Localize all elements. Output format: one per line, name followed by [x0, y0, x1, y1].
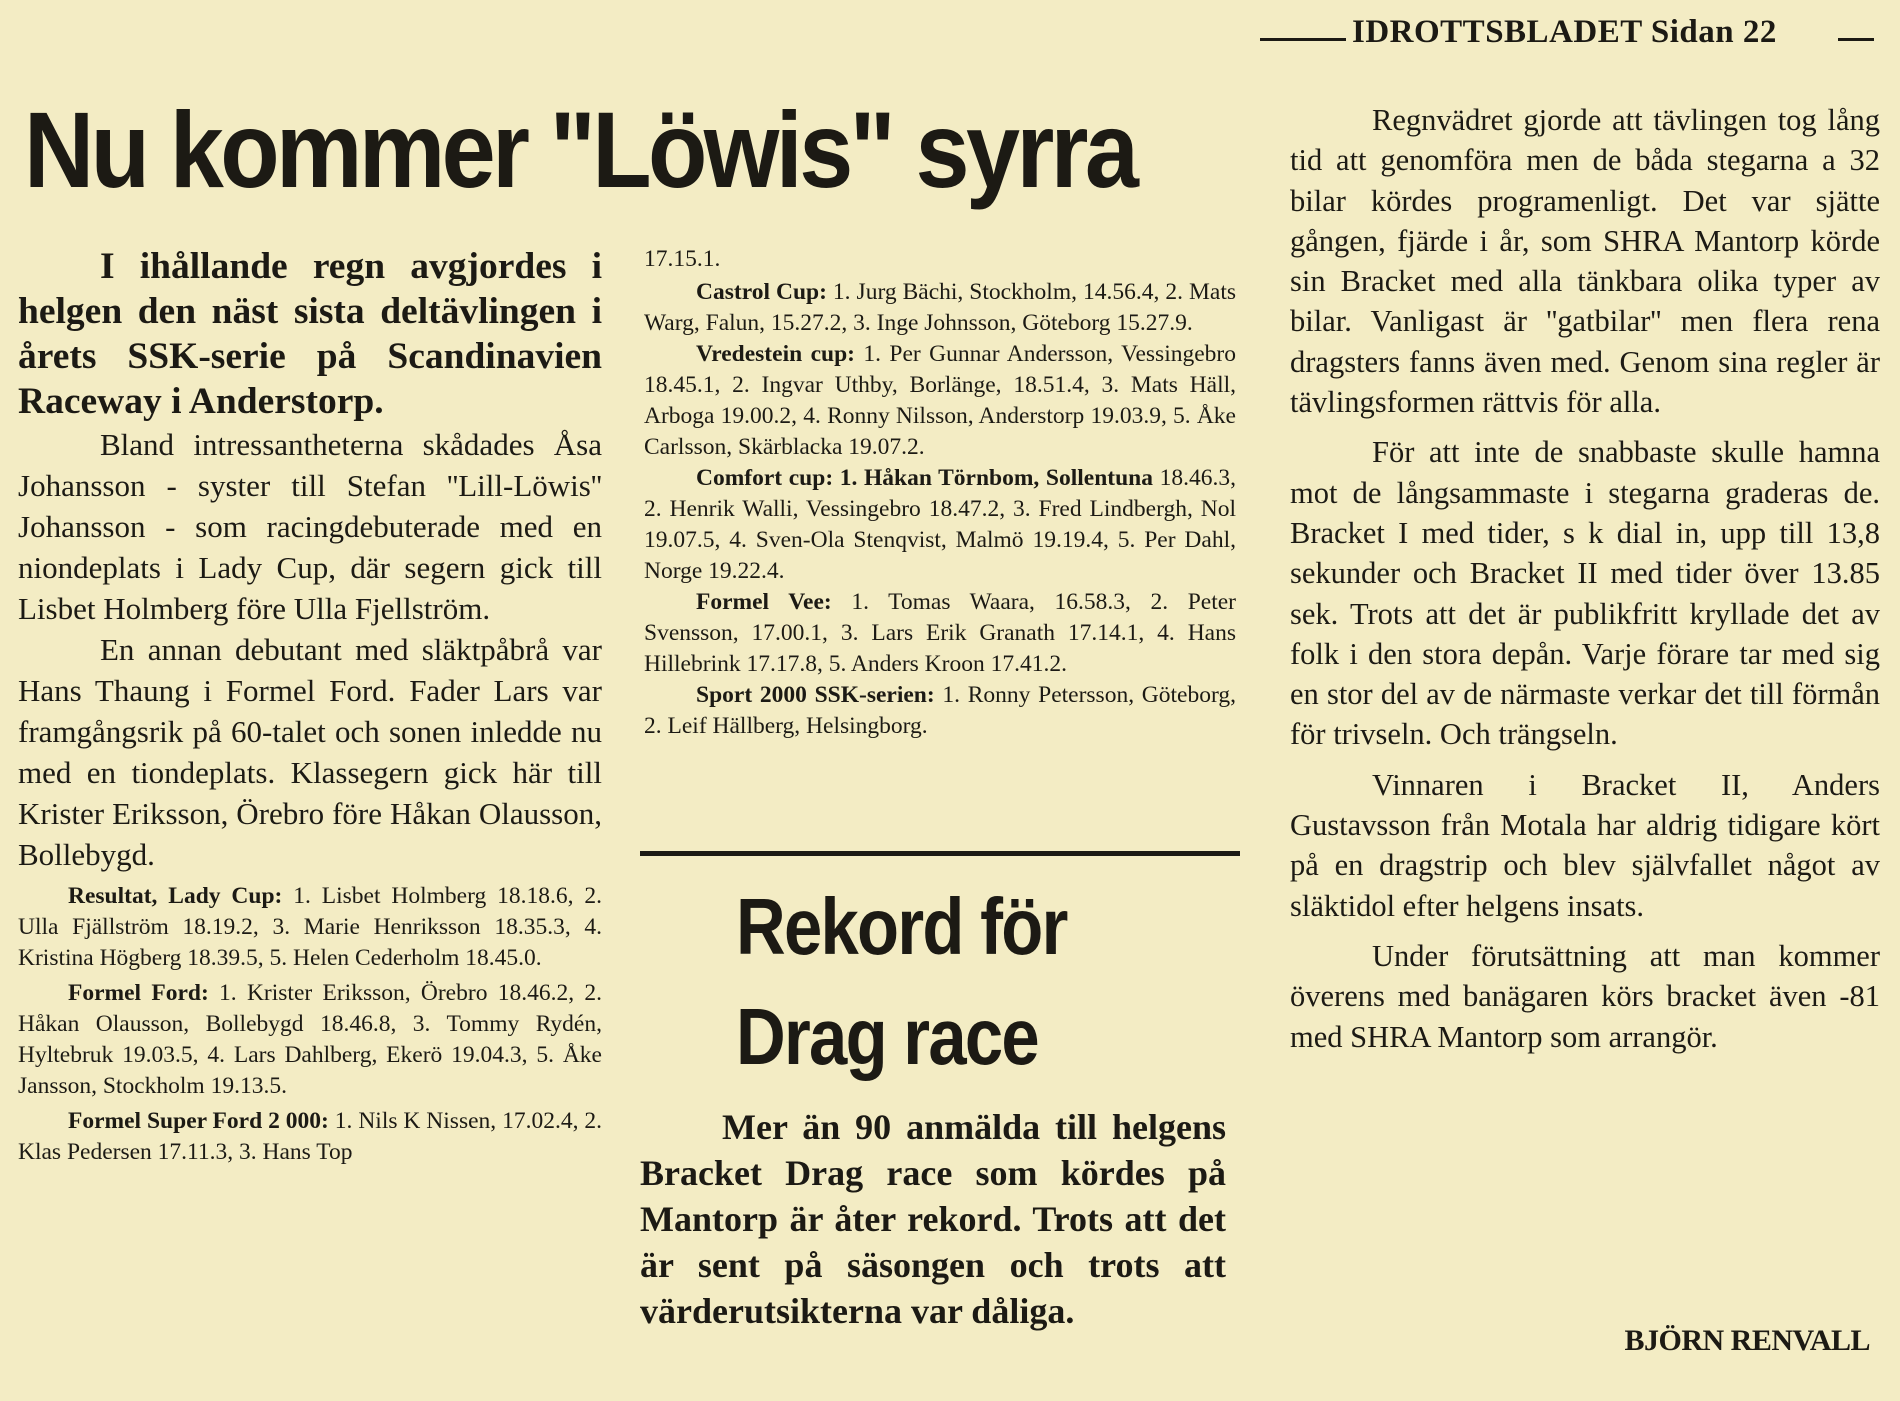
secondary-headline — [736, 872, 1166, 1092]
article2-lead: Mer än 90 anmälda till helgens Bracket Drag race som kördes på Mantorp är åter rekord. Trots att det är sent på säsongen och trots att värderutsikterna var dåliga. — [640, 1107, 1226, 1331]
masthead-label: IDROTTSBLADET Sidan 22 — [1352, 14, 1777, 50]
article2-paragraph: Vinnaren i Bracket II, Anders Gustavsson från Motala har aldrig tidigare kört på en dragstrip och blev självfallet något av släktidol efter helgens insats. — [1290, 767, 1880, 923]
result-castrol-cup: Castrol Cup: 1. Jurg Bächi, Stockholm, 14.56.4, 2. Mats Warg, Falun, 15.27.2, 3. Inge Johnsson, Göteborg 15.27.9. — [644, 279, 1236, 336]
article1-paragraph: En annan debutant med släktpåbrå var Hans Thaung i Formel Ford. Fader Lars var framgångsrik på 60-talet och sonen inledde nu med en tiondeplats. Klassegern gick här till Krister Eriksson, Örebro före Håkan Olausson, Bollebygd. — [18, 632, 602, 872]
masthead-rule-right — [1838, 38, 1874, 41]
article2-column — [1290, 100, 1880, 1057]
result-lady-cup: Resultat, Lady Cup: 1. Lisbet Holmberg 18.18.6, 2. Ulla Fjällström 18.19.2, 3. Marie Henriksson 18.35.3, 4. Kristina Högberg 18.39.5, 5. Helen Cederholm 18.45.0. — [18, 883, 602, 971]
main-headline: Nu kommer "Löwis" syrra — [24, 89, 1136, 210]
result-continued: 17.15.1. — [644, 246, 721, 272]
secondary-headline-line1: Rekord för — [736, 882, 1067, 971]
result-vredestein-cup: Vredestein cup: 1. Per Gunnar Andersson, Vessingebro 18.45.1, 2. Ingvar Uthby, Borlänge, 18.51.4, 3. Mats Häll, Arboga 19.00.2, 4. Ronny Nilsson, Anderstorp 19.03.9, 5. Åke Carlsson, Skärblacka 19.07.2. — [644, 341, 1236, 460]
article-divider — [640, 851, 1240, 856]
result-sport-2000: Sport 2000 SSK-serien: 1. Ronny Petersson, Göteborg, 2. Leif Hällberg, Helsingborg. — [644, 682, 1236, 739]
result-formel-vee: Formel Vee: 1. Tomas Waara, 16.58.3, 2. Peter Svensson, 17.00.1, 3. Lars Erik Granath 17.14.1, 4. Hans Hillebrink 17.17.8, 5. Anders Kroon 17.41.2. — [644, 589, 1236, 677]
byline: BJÖRN RENVALL — [1624, 1324, 1870, 1357]
article2-paragraph: Regnvädret gjorde att tävlingen tog lång tid att genomföra men de båda stegarna a 32 bilar kördes programenligt. Det var sjätte gången, fjärde i år, som SHRA Mantorp körde sin Bracket med alla tänkbara olika typer av bilar. Vanligast är ''gatbilar'' men flera rena dragsters fanns även med. Genom sina regler är tävlingsformen rättvis för alla. — [1290, 103, 1880, 420]
masthead — [1260, 14, 1874, 58]
article1-column1 — [18, 244, 602, 1168]
result-comfort-cup: Comfort cup: 1. Håkan Törnbom, Sollentuna 18.46.3, 2. Henrik Walli, Vessingebro 18.47.2, 3. Fred Lindbergh, Nol 19.07.5, 4. Sven-Ola Stenqvist, Malmö 19.19.4, 5. Per Dahl, Norge 19.22.4. — [644, 465, 1237, 584]
secondary-headline-line2: Drag race — [736, 992, 1038, 1081]
masthead-rule-left — [1260, 38, 1346, 41]
article2-paragraph: Under förutsättning att man kommer överens med banägaren körs bracket även -81 med SHRA Mantorp som arrangör. — [1290, 938, 1880, 1054]
article2-lead-block — [640, 1104, 1226, 1334]
result-formel-super-ford: Formel Super Ford 2 000: 1. Nils K Nissen, 17.02.4, 2. Klas Pedersen 17.11.3, 3. Hans Top — [18, 1108, 602, 1165]
result-formel-ford: Formel Ford: 1. Krister Eriksson, Örebro 18.46.2, 2. Håkan Olausson, Bollebygd 18.46.8, 3. Tommy Rydén, Hyltebruk 19.03.5, 4. Lars Dahlberg, Ekerö 19.04.3, 5. Åke Jansson, Stockholm 19.13.5. — [18, 980, 602, 1099]
article1-lead: I ihållande regn avgjordes i helgen den näst sista deltävlingen i årets SSK-serie på Scandinavien Raceway i Anderstorp. — [18, 246, 602, 422]
article1-column2 — [644, 244, 1236, 742]
article1-paragraph: Bland intressantheterna skådades Åsa Johansson - syster till Stefan ''Lill-Löwis'' Johansson - som racingdebuterade med en niondeplats i Lady Cup, där segern gick till Lisbet Holmberg före Ulla Fjellström. — [18, 427, 602, 626]
article2-paragraph: För att inte de snabbaste skulle hamna mot de långsammaste i stegarna graderas de. Bracket I med tider, s k dial in, upp till 13,8 sekunder och Bracket II med tider över 13.85 sek. Trots att det är publikfritt kryllade det av folk i den stora depån. Varje förare tar med sig en stor del av de närmaste verkar det till förmån för trivseln. Och trängseln. — [1290, 435, 1880, 752]
